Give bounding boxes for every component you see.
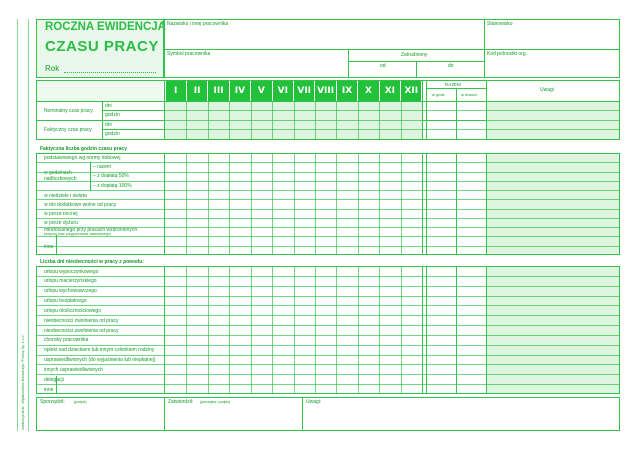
prepared-label: Sporządził: <box>40 399 65 405</box>
month-header-ii: II <box>187 81 207 101</box>
absence-row-label: nieobecności zwolnienia od pracy <box>44 327 119 334</box>
overtime-label: w godzinach nadliczbowych <box>44 170 77 182</box>
actual-hours-label: godzin <box>105 131 120 137</box>
absence-row-label: urlopu wychowawczego <box>44 288 97 295</box>
approved-label: Zatwierdził: <box>168 399 194 405</box>
employee-name-label: Nazwisko i imię pracownika <box>167 21 229 27</box>
absence-row-label: urlopu wypoczynkowego <box>44 268 99 275</box>
month-header-viii: VIII <box>315 81 335 101</box>
footer-notes-label: Uwagi: <box>306 399 322 405</box>
month-header-vi: VI <box>273 81 293 101</box>
month-header-ix: IX <box>337 81 357 101</box>
norm-time-label: Nominalny czas pracy <box>44 108 93 114</box>
employed-label: Zatrudniony <box>401 52 428 58</box>
prepared-sub: (podpis) <box>74 400 87 404</box>
youth-label: młodocianego przy pracach wzbronionych <box>44 227 138 233</box>
night-label: w porze nocnej <box>44 211 78 217</box>
year-label: Rok <box>45 64 60 73</box>
employed-to-field[interactable] <box>418 69 482 77</box>
duty-label: w porze dyżuru <box>44 220 78 226</box>
employee-symbol-label: Symbol pracownika <box>167 51 211 57</box>
norm-hours-label: godzin <box>105 112 120 118</box>
total-label: RAZEM <box>445 82 461 87</box>
youth-note: (dotyczy prac przygotowania zawodowego) <box>44 232 111 236</box>
month-header-iv: IV <box>230 81 250 101</box>
absence-row-label: choroby pracownika <box>44 337 89 344</box>
actual-days-label: dni <box>105 122 112 128</box>
total-days-label: w dniach <box>461 92 477 97</box>
actual-hours-section-title: Faktyczna liczba godzin czasu pracy <box>40 146 127 152</box>
month-header-iii: III <box>208 81 228 101</box>
unit-code-label: Kod jednostki org. <box>487 51 528 57</box>
absence-row-label: innych usprawiedliwionych <box>44 366 103 373</box>
side-print: ewidencja druk - Wydawnictwo Michalczyk i Prokop Sp. z o.o. <box>21 334 25 430</box>
absence-section-title: Liczba dni nieobecności w pracy z powodu: <box>40 259 144 265</box>
sundays-label: w niedziele i święta <box>44 193 87 199</box>
overtime-total-label: – razem <box>93 164 112 170</box>
approved-sub: (pieczątka i podpis) <box>200 400 231 404</box>
other-hours-label: inne <box>44 244 54 250</box>
absence-row-label: nieobecności zwolnienia od pracy <box>44 317 119 324</box>
footer-notes-field[interactable] <box>306 406 616 428</box>
absence-row-label: usprawiedliwionych (do wyjaśnienia lub niepłatnej) <box>44 357 156 364</box>
month-header-v: V <box>251 81 271 101</box>
days-off-label: w dni dodatkowo wolne od pracy <box>44 202 117 208</box>
absence-row-label: delegacji <box>44 376 64 383</box>
overtime-100-label: – z dopłatą 100% <box>93 183 132 189</box>
employee-symbol-field[interactable] <box>170 58 344 76</box>
employed-from-label: od <box>380 63 386 69</box>
employee-name-field[interactable] <box>170 30 478 46</box>
year-field[interactable] <box>64 64 156 73</box>
absence-row-label: urlopu okolicznościowego <box>44 307 101 314</box>
norm-days-label: dni <box>105 103 112 109</box>
absence-row-label: inne <box>44 386 54 393</box>
position-label: Stanowisko <box>487 21 513 27</box>
form-title-line1: ROCZNA EWIDENCJA <box>45 21 166 33</box>
month-header-vii: VII <box>294 81 314 101</box>
month-header-x: X <box>358 81 378 101</box>
absence-row-label: urlopu bezpłatnego <box>44 298 87 305</box>
form-title-line2: CZASU PRACY <box>45 38 159 55</box>
employed-to-label: do <box>448 63 454 69</box>
unit-code-field[interactable] <box>487 58 617 76</box>
month-header-xi: XI <box>380 81 400 101</box>
absence-row-label: urlopu macierzyńskiego <box>44 278 97 285</box>
notes-col-label: Uwagi <box>540 87 554 93</box>
prepared-signature-field[interactable] <box>40 406 160 428</box>
overtime-50-label: – z dopłatą 50% <box>93 173 129 179</box>
basic-hours-label: podstawowego wg normy dobowej <box>44 155 121 161</box>
employed-from-field[interactable] <box>350 69 414 77</box>
month-header-xii: XII <box>401 81 421 101</box>
month-header-i: I <box>166 81 186 101</box>
absence-row-label: opieki nad dzieckiem lub innym członkiem rodziny <box>44 347 155 354</box>
total-hours-label: w godz. <box>432 92 446 97</box>
position-field[interactable] <box>487 30 617 46</box>
approved-signature-field[interactable] <box>168 406 298 428</box>
actual-time-label: Faktyczny czas pracy <box>44 127 92 133</box>
